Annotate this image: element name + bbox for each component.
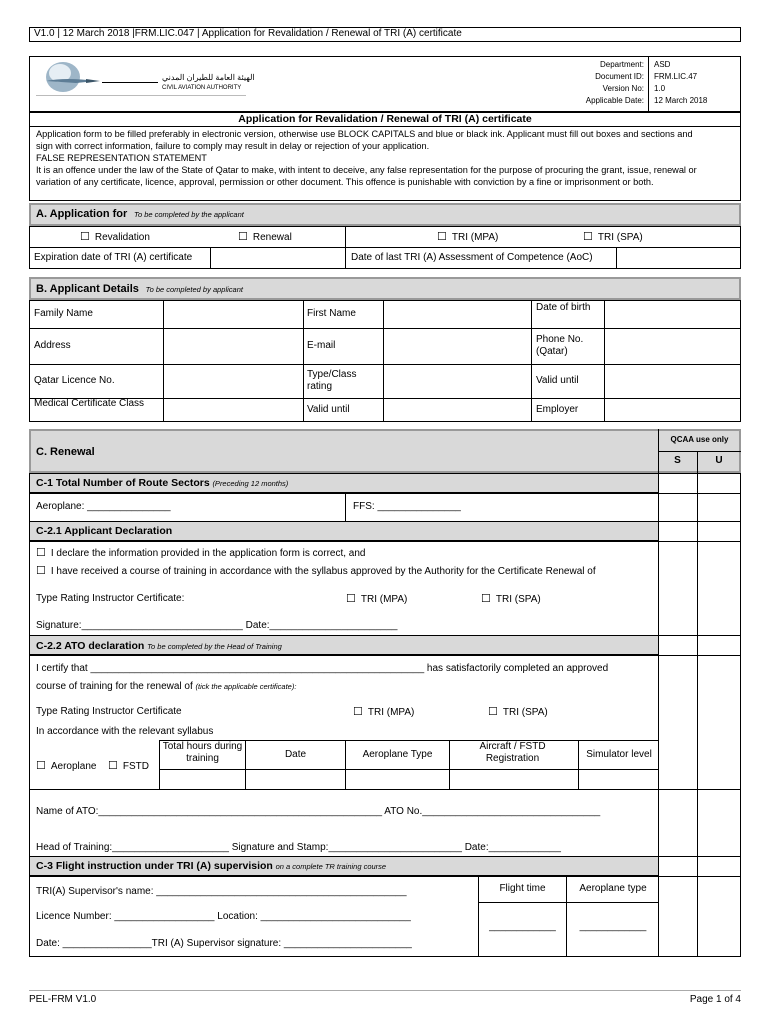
aeroplane-checkbox[interactable]: ☐ Aeroplane	[36, 760, 96, 773]
c21-tri-mpa-checkbox[interactable]: ☐ TRI (MPA)	[346, 593, 407, 606]
ato-name-field[interactable]: Name of ATO:___________________________________________________ ATO No.________________________________	[36, 806, 601, 817]
form-title: Application for Revalidation / Renewal of TRI (A) certificate	[238, 113, 532, 125]
meta-label: Document ID:	[595, 72, 644, 81]
ffs-sectors-field[interactable]: FFS: _______________	[353, 501, 461, 512]
aircraft-registration-header: Aircraft / FSTD Registration	[479, 741, 546, 764]
aeroplane-type-field[interactable]: ____________	[579, 921, 647, 932]
section-a-title: A. Application for To be completed by the applicant	[36, 208, 244, 220]
declaration-checkbox-1[interactable]: ☐ I declare the information provided in the application form is correct, and	[36, 547, 365, 560]
c21-tri-spa-checkbox[interactable]: ☐ TRI (SPA)	[481, 593, 541, 606]
aeroplane-type-c3-header: Aeroplane type	[579, 883, 647, 894]
c1-title: C-1 Total Number of Route Sectors (Preceding 12 months)	[36, 477, 289, 489]
total-hours-header: Total hours during training	[162, 741, 243, 764]
intro-line: sign with correct information, failure to comply may result in delay or rejection of your application.	[36, 141, 430, 151]
head-of-training-field[interactable]: Head of Training:_____________________ Signature and Stamp:________________________ Date:_____________	[36, 842, 561, 853]
tri-spa-checkbox[interactable]: ☐ TRI (SPA)	[583, 231, 643, 244]
section-c-title: C. Renewal	[36, 446, 95, 458]
tri-mpa-checkbox[interactable]: ☐ TRI (MPA)	[437, 231, 498, 244]
supervisor-signature-field[interactable]: Date: ________________TRI (A) Supervisor signature: _______________________	[36, 938, 412, 949]
tri-certificate-label: Type Rating Instructor Certificate:	[36, 593, 185, 604]
supervisor-name-field[interactable]: TRI(A) Supervisor's name: _____________________________________________	[36, 886, 407, 897]
meta-value: FRM.LIC.47	[654, 72, 698, 81]
tri-certificate-label-2: Type Rating Instructor Certificate	[36, 706, 182, 717]
caa-logo-icon	[36, 59, 102, 95]
footer-form-id: PEL-FRM V1.0	[29, 994, 97, 1005]
qcaa-use-only: QCAA use only	[670, 435, 729, 444]
intro-line: It is an offence under the law of the State of Qatar to make, with intent to deceive, any false representation for the purpose of procuring the grant, issue, renewal or	[36, 165, 697, 175]
s-column-header: S	[674, 455, 681, 466]
section-c-header	[29, 429, 741, 473]
applicant-field-label: Employer	[536, 404, 579, 415]
u-column-header: U	[715, 455, 723, 466]
aeroplane-type-header: Aeroplane Type	[362, 749, 433, 760]
meta-value: 12 March 2018	[654, 96, 708, 105]
certify-field[interactable]: I certify that ____________________________________________________________ has satisfactorily completed an approved	[36, 663, 609, 674]
section-b-title: B. Applicant Details To be completed by applicant	[36, 283, 243, 295]
meta-label: Department:	[599, 60, 644, 69]
applicant-field-label: Medical Certificate Class	[34, 398, 145, 409]
licence-location-field[interactable]: Licence Number: __________________ Location: ___________________________	[36, 911, 411, 922]
applicant-field-label: Valid until	[307, 404, 350, 415]
meta-value: 1.0	[654, 84, 666, 93]
meta-label: Applicable Date:	[585, 96, 644, 105]
applicant-field-label: Valid until	[536, 375, 579, 386]
logo-arabic: الهيئة العامة للطيران المدني	[162, 73, 255, 82]
date-header: Date	[284, 749, 307, 760]
intro-line: FALSE REPRESENTATION STATEMENT	[36, 153, 207, 163]
c22-tri-spa-checkbox[interactable]: ☐ TRI (SPA)	[488, 706, 548, 719]
syllabus-label: In accordance with the relevant syllabus	[36, 726, 214, 737]
applicant-field-label: Family Name	[34, 308, 93, 319]
applicant-field-label: Address	[34, 340, 71, 351]
c3-title: C-3 Flight instruction under TRI (A) supervision on a complete TR training course	[36, 860, 387, 872]
applicant-field-label: First Name	[307, 308, 356, 319]
fstd-checkbox[interactable]: ☐ FSTD	[108, 760, 149, 773]
c22-title: C-2.2 ATO declaration To be completed by the Head of Training	[36, 640, 282, 652]
revalidation-checkbox[interactable]: ☐ Revalidation	[80, 231, 150, 244]
footer-page-number: Page 1 of 4	[689, 994, 741, 1005]
declaration-checkbox-2[interactable]: ☐ I have received a course of training in accordance with the syllabus approved by the Authority for the Certificate Renewal of	[36, 565, 596, 578]
logo-english: CIVIL AVIATION AUTHORITY	[162, 85, 242, 91]
renewal-checkbox[interactable]: ☐ Renewal	[238, 231, 292, 244]
applicant-field-label: E-mail	[307, 340, 336, 351]
applicant-field-label: Type/Class rating	[307, 369, 357, 392]
aeroplane-sectors-field[interactable]: Aeroplane: _______________	[36, 501, 171, 512]
c21-title: C-2.1 Applicant Declaration	[36, 525, 173, 537]
applicant-field-label: Phone No. (Qatar)	[536, 334, 584, 357]
applicant-field-label: Qatar Licence No.	[34, 375, 115, 386]
course-of-training-label: course of training for the renewal of (tick the applicable certificate):	[36, 681, 297, 692]
intro-line: variation of any certificate, licence, approval, permission or other document. This offence is punishable with conviction by a fine or imprisonment or both.	[36, 177, 654, 187]
simulator-level-header: Simulator level	[586, 749, 652, 760]
flight-time-header: Flight time	[499, 883, 546, 894]
top-line: V1.0 | 12 March 2018 |FRM.LIC.047 | Application for Revalidation / Renewal of TRI (A) certificate	[34, 28, 462, 39]
applicant-signature-field[interactable]: Signature:_____________________________ Date:_______________________	[36, 620, 398, 631]
meta-value: ASD	[654, 60, 671, 69]
flight-time-field[interactable]: ____________	[489, 921, 556, 932]
applicant-field-label: Date of birth	[536, 302, 591, 313]
expiry-label: Expiration date of TRI (A) certificate	[34, 252, 193, 263]
meta-label: Version No:	[602, 84, 644, 93]
intro-line: Application form to be filled preferably in electronic version, otherwise use BLOCK CAPITALS and blue or black ink. Applicant must fill out boxes and sections and	[36, 129, 693, 139]
c22-tri-mpa-checkbox[interactable]: ☐ TRI (MPA)	[353, 706, 414, 719]
aoc-label: Date of last TRI (A) Assessment of Competence (AoC)	[351, 252, 593, 263]
